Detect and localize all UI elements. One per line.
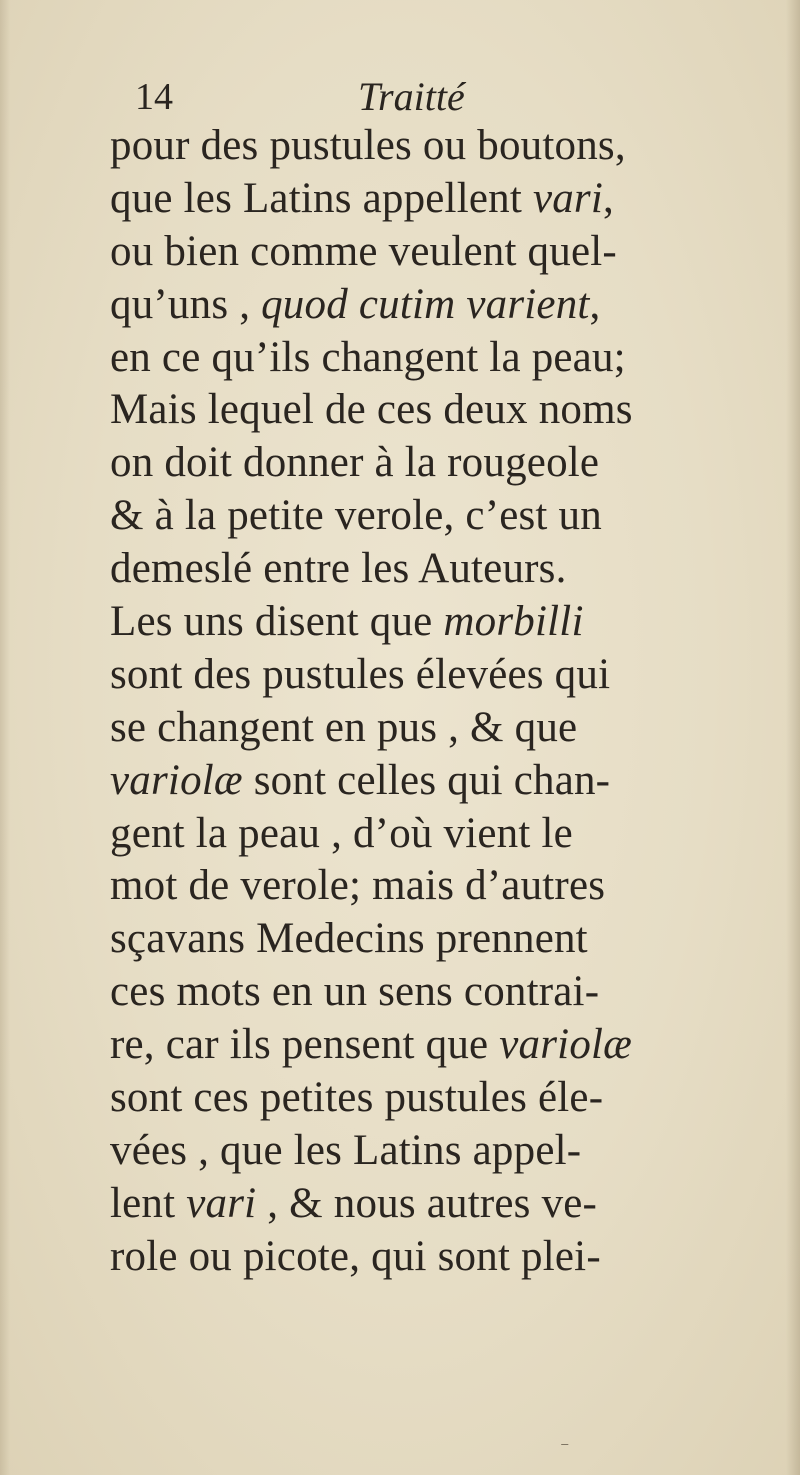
text-line: gent la peau , d’où vient le xyxy=(110,809,573,857)
latin-term: vari xyxy=(532,174,604,222)
text-line: demeslé entre les Auteurs. xyxy=(110,545,567,593)
text-line: Mais lequel de ces deux noms xyxy=(110,386,633,434)
text-line: sçavans Medecins prennent xyxy=(110,915,588,963)
page-header xyxy=(0,72,800,122)
latin-term: vari xyxy=(186,1179,257,1227)
latin-term: variolæ xyxy=(110,756,243,804)
text-line: variolæ sont celles qui chan- xyxy=(110,756,611,804)
text-line: lent vari , & nous autres ve- xyxy=(110,1179,598,1227)
latin-term: quod cutim varient xyxy=(261,280,590,328)
text-line: on doit donner à la rougeole xyxy=(110,439,600,487)
text-line: que les Latins appellent vari, xyxy=(110,174,614,222)
text-line: Les uns disent que morbilli xyxy=(110,598,584,646)
text-line: se changent en pus , & que xyxy=(110,703,578,751)
text-line: ou bien comme veulent quel- xyxy=(110,227,617,275)
page-right-edge xyxy=(786,0,800,1475)
running-title: Traitté xyxy=(358,74,465,119)
text-line: pour des pustules ou boutons, xyxy=(110,122,626,169)
text-line: & à la petite verole, c’est un xyxy=(110,492,602,540)
latin-term: morbilli xyxy=(443,598,584,646)
text-line: mot de verole; mais d’autres xyxy=(110,862,606,910)
text-line: sont ces petites pustules éle- xyxy=(110,1074,604,1122)
text-line: ces mots en un sens contrai- xyxy=(110,968,600,1016)
page-number: 14 xyxy=(135,76,173,118)
text-line: role ou picote, qui sont plei- xyxy=(110,1232,601,1280)
text-line: vées , que les Latins appel- xyxy=(110,1126,582,1174)
text-line: re, car ils pensent que variolæ xyxy=(110,1021,633,1069)
page-left-edge xyxy=(0,0,10,1475)
latin-term: variolæ xyxy=(499,1021,633,1069)
text-line: qu’uns , quod cutim varient, xyxy=(110,280,601,328)
body-text xyxy=(110,120,710,1284)
text-line: en ce qu’ils changent la peau; xyxy=(110,333,626,381)
text-line: sont des pustules élevées qui xyxy=(110,650,611,698)
page-speck: ⁻ xyxy=(560,1438,570,1458)
